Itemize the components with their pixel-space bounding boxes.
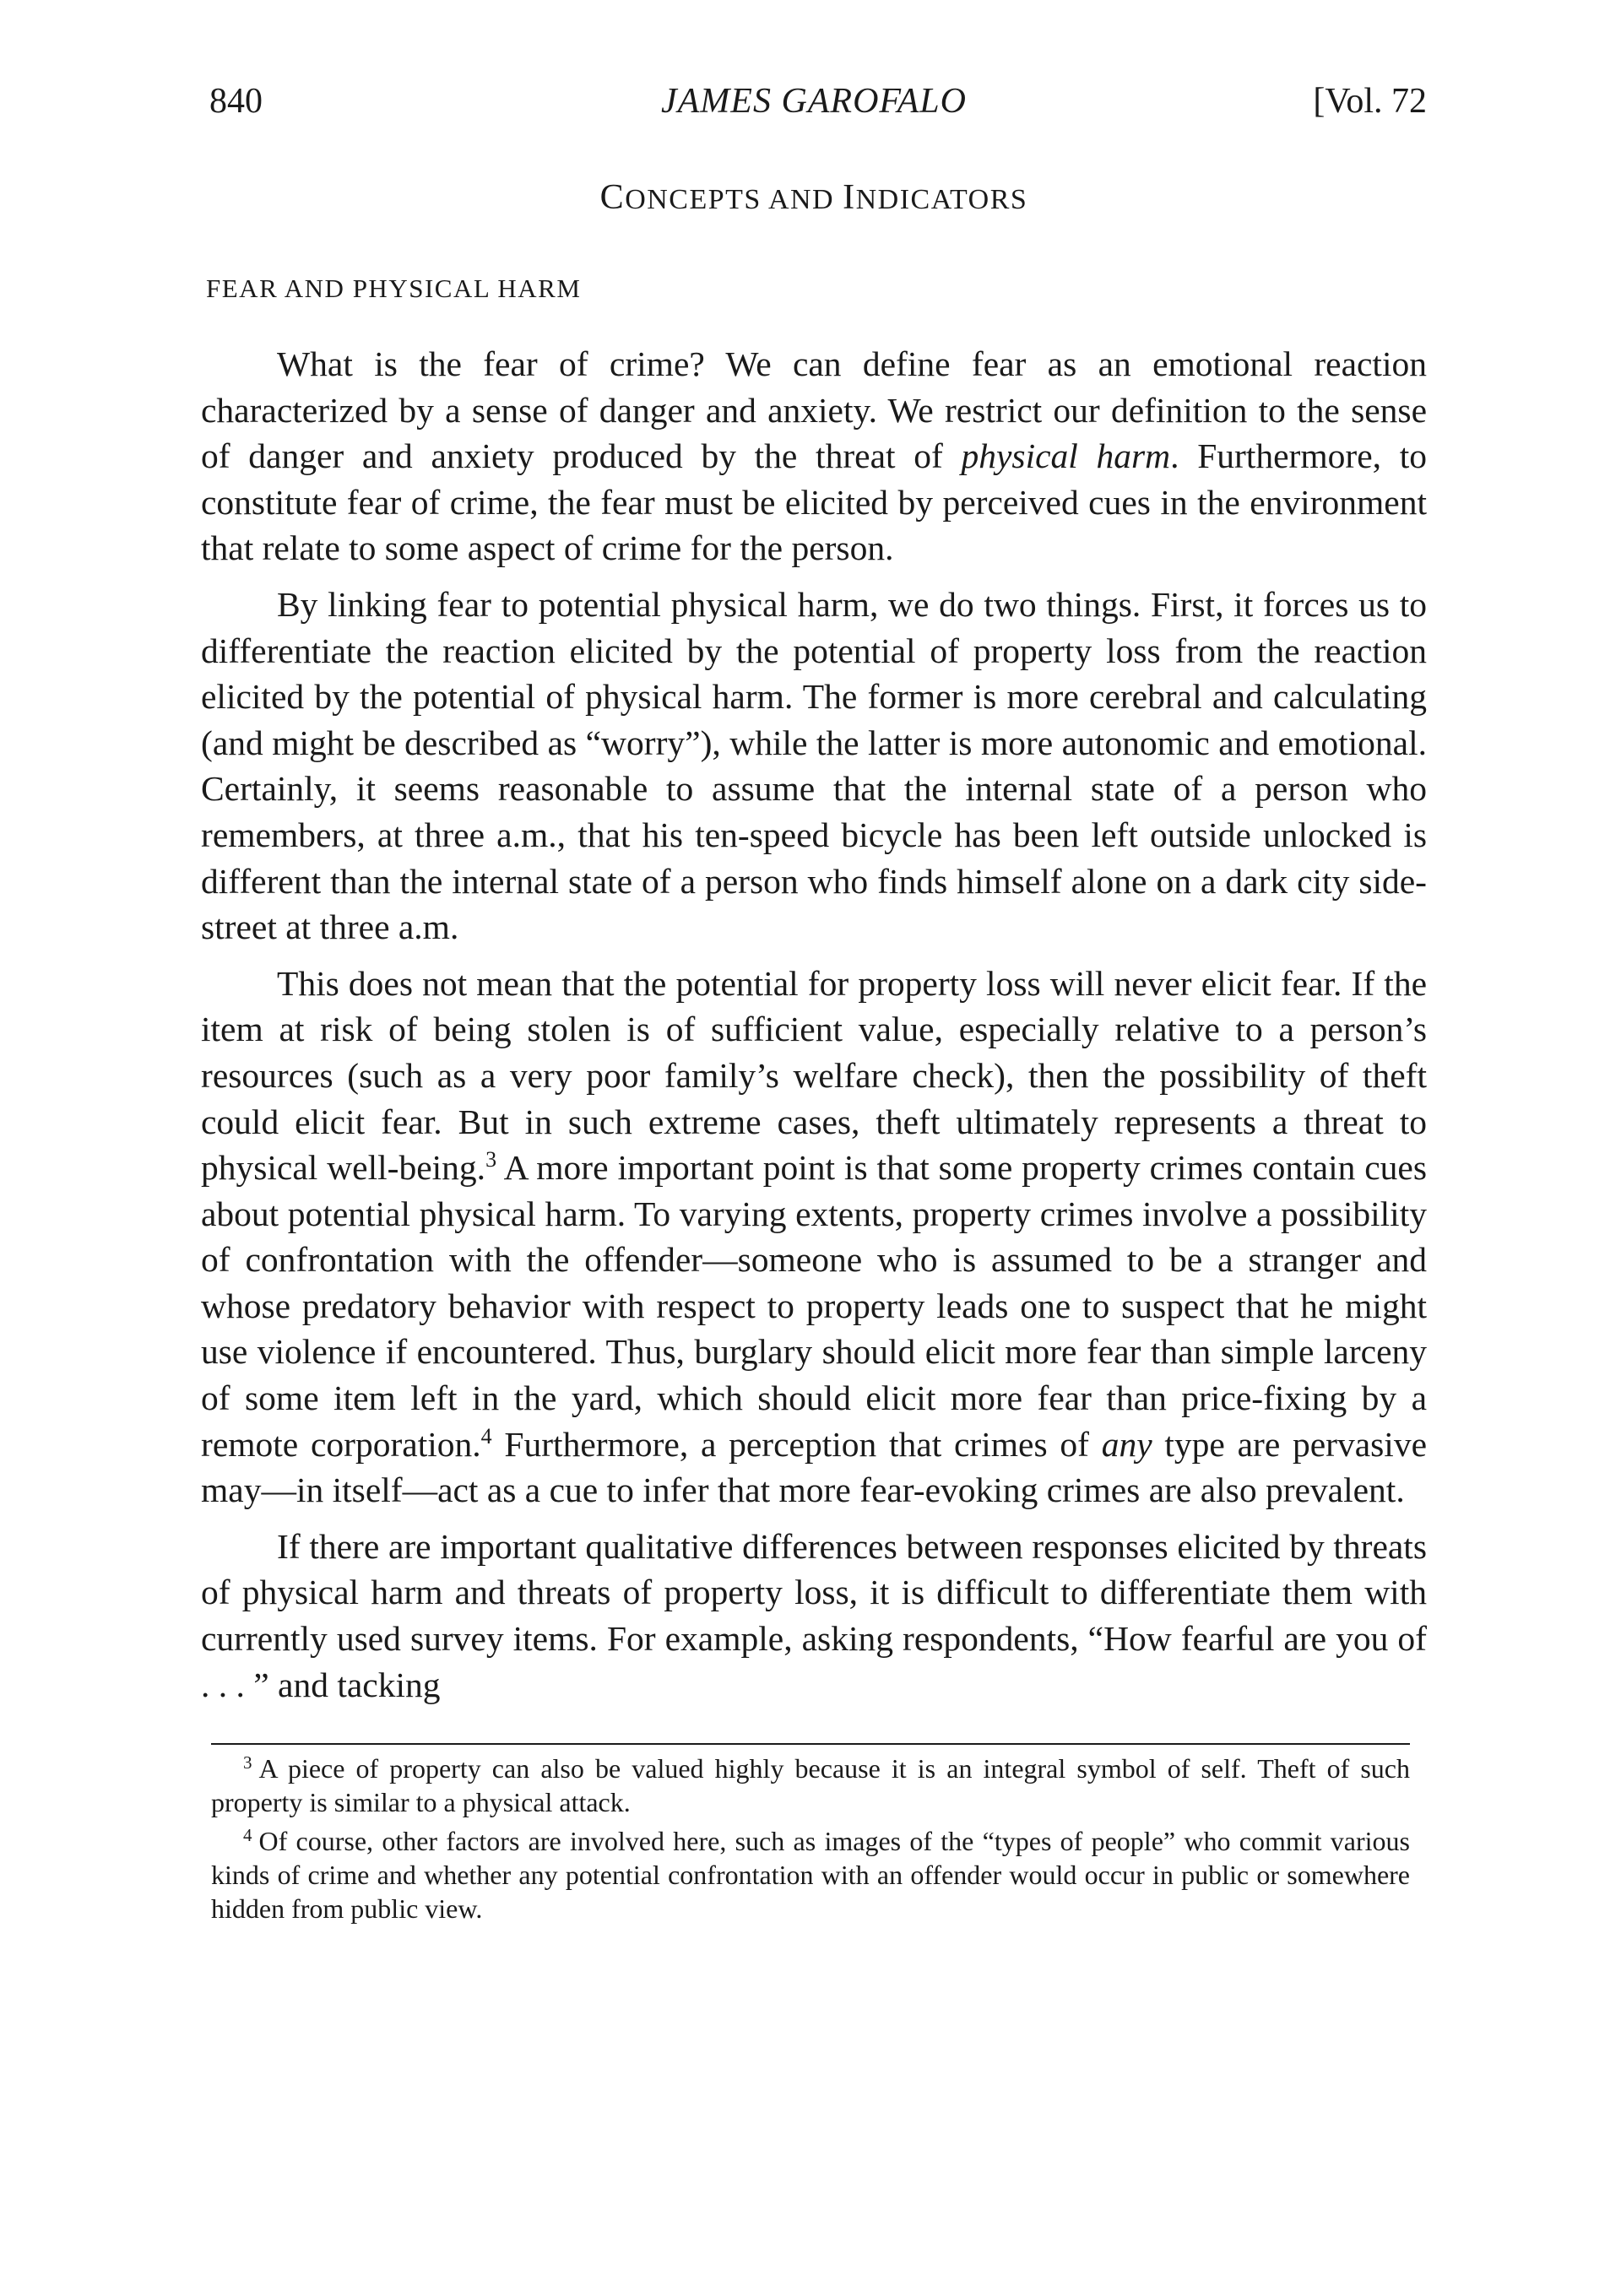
footnote-ref-3: 3 [485,1147,497,1172]
page-number: 840 [209,82,263,121]
paragraph-3: This does not mean that the potential for property loss will never elicit fear. If the item at risk of being stolen is of sufficient value, especially relative to a person’s resources (such as a very poor family’s welfare check), then the possibility of theft could elicit fear. But in such extreme cases, theft ultimately represents a threat to physical well-being.$^3$ A more important point is that some property crimes contain cues about potential physical harm. To varying extents, property crimes involve a possibility of confrontation with the offender—someone who is assumed to be a stranger and whose predatory behavior with respect to property leads one to suspect that he might use violence if encountered. Thus, burglary should elicit more fear than simple larceny of some item left in the yard, which should elicit more fear than price-fixing by a remote corporation.$^4$ Furthermore, a perception that crimes of any type are pervasive may—in itself—act as a cue to infer that more fear-evoking crimes are also prevalent. [201,963,1427,1510]
paragraph-4: If there are important qualitative differences between responses elicited by threats of physical harm and threats of property loss, it is difficult to differentiate them with currently used survey items. For example, asking respondents, “How fearful are you of . . . ” and tacking [201,1526,1427,1704]
footnotes [211,1752,1410,1925]
subheading: FEAR AND PHYSICAL HARM [206,273,582,303]
footnote-text: A piece of property can also be valued highly because it is an integral symbol of self. Theft of such property is similar to a physical attack. [211,1753,1410,1818]
italic-any: any [1101,1424,1152,1464]
italic-physical-harm: physical harm [961,436,1171,476]
body-text [201,341,1427,1708]
footnote-ref-4: 4 [480,1423,492,1449]
footnote-text: Of course, other factors are involved here, such as images of the “types of people” who commit various kinds of crime and whether any potential confrontation with an offender would occur in public or somewhere hidden from public view. [211,1826,1410,1925]
footnote-3 [211,1752,1410,1819]
volume-label: [Vol. 72 [1313,82,1427,121]
footnote-4 [211,1824,1410,1925]
page [201,81,1427,1925]
footnote-number: 3 [243,1752,252,1773]
footnote-divider [211,1743,1410,1745]
paragraph-2: By linking fear to potential physical harm, we do two things. First, it forces us to differentiate the reaction elicited by the potential of property loss from the reaction elicited by the potential of physical harm. The former is more cerebral and calculating (and might be described as “worry”), while the latter is more autonomic and emotional. Certainly, it seems reasonable to assume that the internal state of a person who remembers, at three a.m., that his ten-speed bicycle has been left outside unlocked is different than the internal state of a person who finds himself alone on a dark city side-street at three a.m. [201,584,1427,947]
paragraph-1: What is the fear of crime? We can define fear as an emotional reaction characterized by a sense of danger and anxiety. We restrict our definition to the sense of danger and anxiety produced by the threat of physical harm. Furthermore, to constitute fear of crime, the fear must be elicited by perceived cues in the environment that relate to some aspect of crime for the person. [201,344,1427,568]
section-title: CONCEPTS AND INDICATORS [599,178,1028,217]
running-head [201,81,1427,132]
running-head-author: JAMES GAROFALO [661,82,967,121]
footnote-number: 4 [243,1825,252,1846]
